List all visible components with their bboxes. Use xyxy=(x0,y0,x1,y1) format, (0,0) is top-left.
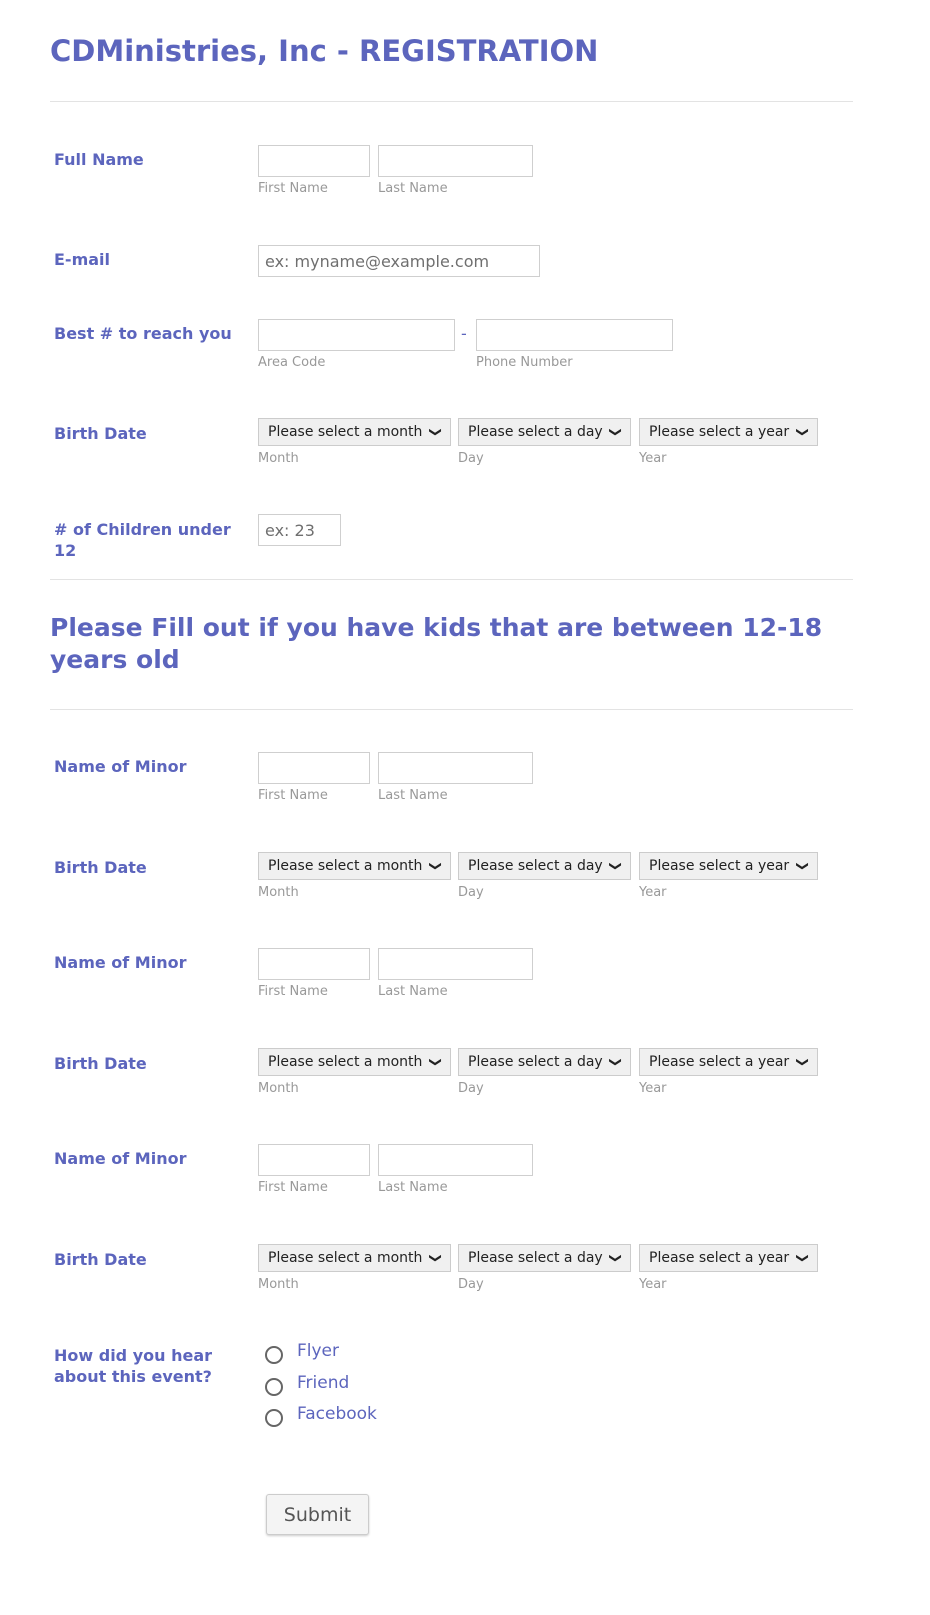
last-name-input[interactable] xyxy=(378,145,533,177)
radio-label-friend[interactable]: Friend xyxy=(297,1373,350,1393)
year-select[interactable] xyxy=(639,1244,818,1272)
year-select-value: Please select a year xyxy=(649,1054,790,1070)
year-select-value: Please select a year xyxy=(649,858,790,874)
phone-dash: - xyxy=(461,324,467,343)
year-sublabel: Year xyxy=(639,885,667,900)
day-sublabel: Day xyxy=(458,885,484,900)
day-select-value: Please select a day xyxy=(468,1054,603,1070)
minor-name-label: Name of Minor xyxy=(54,757,187,776)
month-select[interactable] xyxy=(258,1244,451,1272)
first-name-sublabel: First Name xyxy=(258,181,328,196)
divider xyxy=(50,579,853,580)
children-count-input[interactable] xyxy=(258,514,341,546)
year-select-value: Please select a year xyxy=(649,424,790,440)
day-select[interactable] xyxy=(458,418,631,446)
minor-last-name-input[interactable] xyxy=(378,948,533,980)
year-select[interactable] xyxy=(639,852,818,880)
email-input[interactable] xyxy=(258,245,540,277)
full-name-label: Full Name xyxy=(54,150,144,169)
day-select-value: Please select a day xyxy=(468,858,603,874)
day-sublabel: Day xyxy=(458,451,484,466)
birth-date-label: Birth Date xyxy=(54,1250,147,1269)
minor-last-name-input[interactable] xyxy=(378,1144,533,1176)
month-sublabel: Month xyxy=(258,451,299,466)
day-select[interactable] xyxy=(458,852,631,880)
minor-first-name-input[interactable] xyxy=(258,752,370,784)
day-select-value: Please select a day xyxy=(468,424,603,440)
chevron-down-icon: ❯ xyxy=(795,860,810,872)
year-select-value: Please select a year xyxy=(649,1250,790,1266)
month-sublabel: Month xyxy=(258,1081,299,1096)
day-select[interactable] xyxy=(458,1244,631,1272)
minor-first-name-input[interactable] xyxy=(258,948,370,980)
month-select[interactable] xyxy=(258,1048,451,1076)
month-sublabel: Month xyxy=(258,885,299,900)
year-select[interactable] xyxy=(639,418,818,446)
hear-label: How did you hear about this event? xyxy=(54,1346,213,1386)
birth-date-label: Birth Date xyxy=(54,424,147,443)
phone-label: Best # to reach you xyxy=(54,324,232,343)
year-sublabel: Year xyxy=(639,1081,667,1096)
chevron-down-icon: ❯ xyxy=(428,1056,443,1068)
section-heading: Please Fill out if you have kids that are between 12-18 years old xyxy=(50,613,823,674)
chevron-down-icon: ❯ xyxy=(608,860,623,872)
month-select[interactable] xyxy=(258,418,451,446)
submit-button[interactable]: Submit xyxy=(266,1494,369,1535)
month-select-value: Please select a month xyxy=(268,424,423,440)
day-sublabel: Day xyxy=(458,1277,484,1292)
birth-date-label: Birth Date xyxy=(54,1054,147,1073)
minor-first-name-input[interactable] xyxy=(258,1144,370,1176)
children-label: # of Children under 12 xyxy=(54,520,231,560)
radio-friend[interactable] xyxy=(265,1378,283,1396)
email-label: E-mail xyxy=(54,250,111,269)
last-name-sublabel: Last Name xyxy=(378,181,448,196)
day-sublabel: Day xyxy=(458,1081,484,1096)
first-name-sublabel: First Name xyxy=(258,788,328,803)
first-name-sublabel: First Name xyxy=(258,984,328,999)
last-name-sublabel: Last Name xyxy=(378,1180,448,1195)
chevron-down-icon: ❯ xyxy=(795,1252,810,1264)
year-sublabel: Year xyxy=(639,1277,667,1292)
radio-label-flyer[interactable]: Flyer xyxy=(297,1341,340,1361)
day-select-value: Please select a day xyxy=(468,1250,603,1266)
radio-label-facebook[interactable]: Facebook xyxy=(297,1404,377,1424)
day-select[interactable] xyxy=(458,1048,631,1076)
chevron-down-icon: ❯ xyxy=(608,1056,623,1068)
area-code-sublabel: Area Code xyxy=(258,355,326,370)
month-select-value: Please select a month xyxy=(268,1250,423,1266)
month-select-value: Please select a month xyxy=(268,1054,423,1070)
chevron-down-icon: ❯ xyxy=(428,1252,443,1264)
chevron-down-icon: ❯ xyxy=(608,426,623,438)
phone-number-sublabel: Phone Number xyxy=(476,355,573,370)
minor-name-label: Name of Minor xyxy=(54,1149,187,1168)
last-name-sublabel: Last Name xyxy=(378,984,448,999)
month-select-value: Please select a month xyxy=(268,858,423,874)
divider xyxy=(50,101,853,102)
minor-name-label: Name of Minor xyxy=(54,953,187,972)
first-name-input[interactable] xyxy=(258,145,370,177)
phone-number-input[interactable] xyxy=(476,319,673,351)
area-code-input[interactable] xyxy=(258,319,455,351)
chevron-down-icon: ❯ xyxy=(428,426,443,438)
last-name-sublabel: Last Name xyxy=(378,788,448,803)
birth-date-label: Birth Date xyxy=(54,858,147,877)
year-sublabel: Year xyxy=(639,451,667,466)
chevron-down-icon: ❯ xyxy=(795,426,810,438)
radio-flyer[interactable] xyxy=(265,1346,283,1364)
radio-facebook[interactable] xyxy=(265,1409,283,1427)
chevron-down-icon: ❯ xyxy=(795,1056,810,1068)
page-title: CDMinistries, Inc - REGISTRATION xyxy=(50,34,599,68)
minor-last-name-input[interactable] xyxy=(378,752,533,784)
month-sublabel: Month xyxy=(258,1277,299,1292)
month-select[interactable] xyxy=(258,852,451,880)
divider xyxy=(50,709,853,710)
year-select[interactable] xyxy=(639,1048,818,1076)
chevron-down-icon: ❯ xyxy=(428,860,443,872)
chevron-down-icon: ❯ xyxy=(608,1252,623,1264)
first-name-sublabel: First Name xyxy=(258,1180,328,1195)
